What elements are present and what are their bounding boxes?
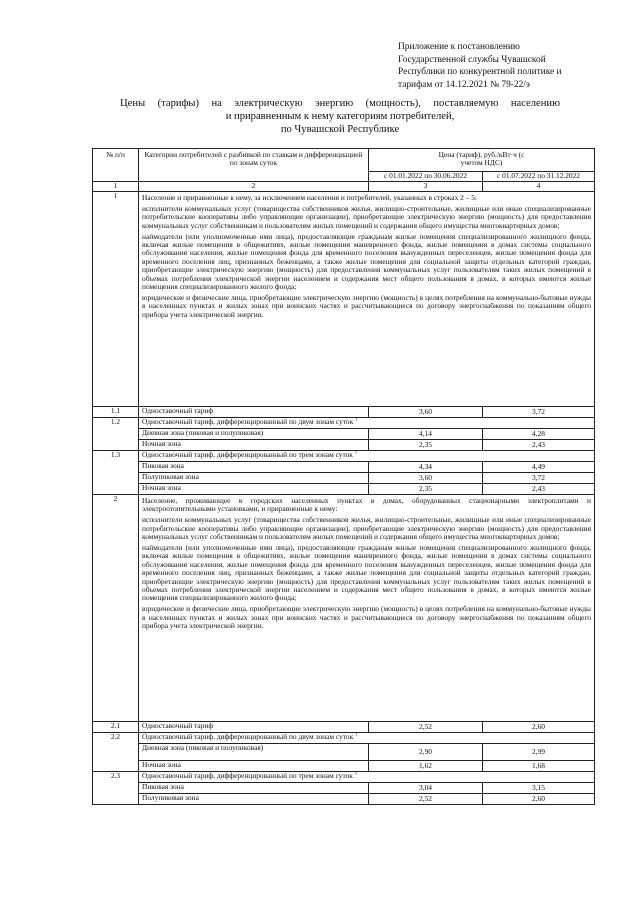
title-line: и приравненным к нему категориям потребителей, <box>225 111 455 122</box>
price-value: 2,60 <box>483 794 595 805</box>
column-number: 4 <box>483 182 595 192</box>
column-number: 2 <box>139 182 369 192</box>
category-paragraph: исполнители коммунальных услуг (товарищества собственников жилья, жилищно-строительные, жилищные или иные специализированные потребительские кооперативы либо управляющие организации), приобретающие электрическую энергию (мощность) для предоставления коммунальных услуг собственникам и пользователям жилых помещений и содержания общего имущества многоквартирных домов; <box>142 515 592 542</box>
appendix-note <box>398 41 592 91</box>
price-value: 2,52 <box>369 794 483 805</box>
column-number: 1 <box>93 182 139 192</box>
row-number: 1.1 <box>93 407 139 418</box>
row-number: 2.2 <box>93 733 139 772</box>
header-period-1: с 01.01.2022 по 30.06.2022 <box>369 172 483 182</box>
price-value: 2,43 <box>483 440 595 451</box>
tariff-label <box>139 418 595 429</box>
category-description <box>139 192 595 407</box>
price-value: 2,35 <box>369 484 483 495</box>
header-category: Категории потребителей с разбивкой по ставкам и дифференциацией по зонам суток <box>139 149 369 182</box>
price-value: 4,49 <box>483 462 595 473</box>
zone-label: Дневная зона (пиковая и полупиковая) <box>139 744 369 761</box>
price-value: 4,34 <box>369 462 483 473</box>
price-value: 3,60 <box>369 407 483 418</box>
tariff-label <box>139 733 595 744</box>
tariff-label: Одноставочный тариф <box>139 722 369 733</box>
price-value: 2,35 <box>369 440 483 451</box>
footnote-mark: 1 <box>355 417 358 423</box>
zone-label: Ночная зона <box>139 761 369 772</box>
price-value: 1,68 <box>483 761 595 772</box>
appendix-line: тарифам от 14.12.2021 № 79-22/э <box>398 79 530 90</box>
row-number: 2.1 <box>93 722 139 733</box>
row-number: 1.2 <box>93 418 139 451</box>
footnote-mark: 1 <box>355 732 358 738</box>
title-line: по Чувашской Республике <box>280 124 400 135</box>
price-value: 1,62 <box>369 761 483 772</box>
zone-label: Полупиковая зона <box>139 473 369 484</box>
category-paragraph: юридические и физические лица, приобретающие электрическую энергию (мощность) в целях потребления на коммунально-бытовые нужды в населенных пунктах и жилых зонах при воинских частях и рассчитывающиеся по договору энергоснабжения по показаниям общего прибора учета электрической энергии. <box>142 604 592 631</box>
category-paragraph: наймодатели (или уполномоченные ими лица), предоставляющие гражданам жилые помещения специализированного жилищного фонда, включая жилые помещения в общежитиях, жилые помещения маневренного фонда, жилые помещения в домах системы социального обслуживания населения, жилые помещения фонда для временного поселения вынужденных переселенцев, жилые помещения фонда для временного поселения лиц, признанных беженцами, а также жилые помещения для социальной защиты отдельных категорий граждан, приобретающие электрическую энергию (мощность) для предоставления коммунальных услуг пользователям таких жилых помещений в объемах потребления электрической энергии населением и содержания мест общего пользования в домах, в которых имеются жилые помещения специализированного жилого фонда; <box>142 543 592 603</box>
category-paragraph: исполнители коммунальных услуг (товарищества собственников жилья, жилищно-строительные, жилищные или иные специализированные потребительские кооперативы либо управляющие организации), приобретающие электрическую энергию (мощность) для предоставления коммунальных услуг собственникам и пользователям жилых помещений и содержания общего имущества многоквартирных домов; <box>142 203 592 230</box>
price-value: 3,72 <box>483 407 595 418</box>
row-number: 1 <box>93 192 139 407</box>
price-value: 4,28 <box>483 429 595 440</box>
price-value: 2,60 <box>483 722 595 733</box>
tariff-label-text: Одноставочный тариф, дифференцированный по двум зонам суток <box>142 417 354 426</box>
price-value: 2,52 <box>369 722 483 733</box>
header-period-2: с 01.07.2022 по 31.12.2022 <box>483 172 595 182</box>
category-paragraph: юридические и физические лица, приобретающие электрическую энергию (мощность) в целях потребления на коммунально-бытовые нужды в населенных пунктах и жилых зонах при воинских частях и рассчитывающиеся по договору энергоснабжения по показаниям общего прибора учета электрической энергии. <box>142 292 592 319</box>
zone-label: Полупиковая зона <box>139 794 369 805</box>
appendix-line: Государственной службы Чувашской <box>398 54 546 65</box>
footnote-mark: 1 <box>354 771 358 777</box>
row-number: 1.3 <box>93 451 139 495</box>
tariff-label <box>139 772 595 783</box>
price-value: 2,99 <box>483 744 595 761</box>
category-description <box>139 495 595 722</box>
price-value: 2,90 <box>369 744 483 761</box>
column-number: 3 <box>369 182 483 192</box>
category-paragraph: Население, проживающее в городских населенных пунктах в домах, оборудованных стационарными электроплитами и электроотопительными установками, и приравненные к нему: <box>142 496 592 514</box>
price-value: 2,43 <box>483 484 595 495</box>
tariff-label <box>139 451 595 462</box>
zone-label: Ночная зона <box>139 440 369 451</box>
zone-label: Пиковая зона <box>139 783 369 794</box>
category-paragraph: Население и приравненные к нему, за исключением населения и потребителей, указанных в строках 2 – 5: <box>142 193 477 202</box>
document-title <box>120 97 560 136</box>
zone-label: Дневная зона (пиковая и полупиковая) <box>139 429 369 440</box>
price-value: 3,15 <box>483 783 595 794</box>
tariff-label-text: Одноставочный тариф, дифференцированный по двум зонам суток <box>142 732 354 741</box>
appendix-line: Приложение к постановлению <box>398 42 520 52</box>
row-number: 2 <box>93 495 139 722</box>
price-value: 3,72 <box>483 473 595 484</box>
appendix-line: Республики по конкурентной политике и <box>398 67 562 78</box>
header-number: № п/п <box>93 149 139 182</box>
tariff-label-text: Одноставочный тариф, дифференцированный по трем зонам суток <box>142 771 353 780</box>
tariff-label-text: Одноставочный тариф, дифференцированный по трем зонам суток <box>142 450 353 459</box>
category-paragraph: наймодатели (или уполномоченные ими лица), предоставляющие гражданам жилые помещения специализированного жилищного фонда, включая жилые помещения в общежитиях, жилые помещения маневренного фонда, жилые помещения в домах системы социального обслуживания населения, жилые помещения фонда для временного поселения вынужденных переселенцев, жилые помещения фонда для временного поселения лиц, признанных беженцами, а также жилые помещения для социальной защиты отдельных категорий граждан, приобретающие электрическую энергию (мощность) для предоставления коммунальных услуг пользователям таких жилых помещений в объемах потребления электрической энергии населением и содержания мест общего пользования в домах, в которых имеются жилые помещения специализированного жилого фонда; <box>142 231 592 292</box>
zone-label: Пиковая зона <box>139 462 369 473</box>
tariff-table <box>92 148 595 805</box>
footnote-mark: 1 <box>354 450 358 456</box>
price-value: 3,04 <box>369 783 483 794</box>
price-value: 4,14 <box>369 429 483 440</box>
title-line: Цены (тарифы) на электрическую энергию (мощность), поставляемую населению <box>120 98 560 109</box>
price-value: 3,60 <box>369 473 483 484</box>
row-number: 2.3 <box>93 772 139 805</box>
zone-label: Ночная зона <box>139 484 369 495</box>
header-price: Цена (тариф), руб./кВт·ч (с учетом НДС) <box>369 149 595 172</box>
tariff-label: Одноставочный тариф <box>139 407 369 418</box>
